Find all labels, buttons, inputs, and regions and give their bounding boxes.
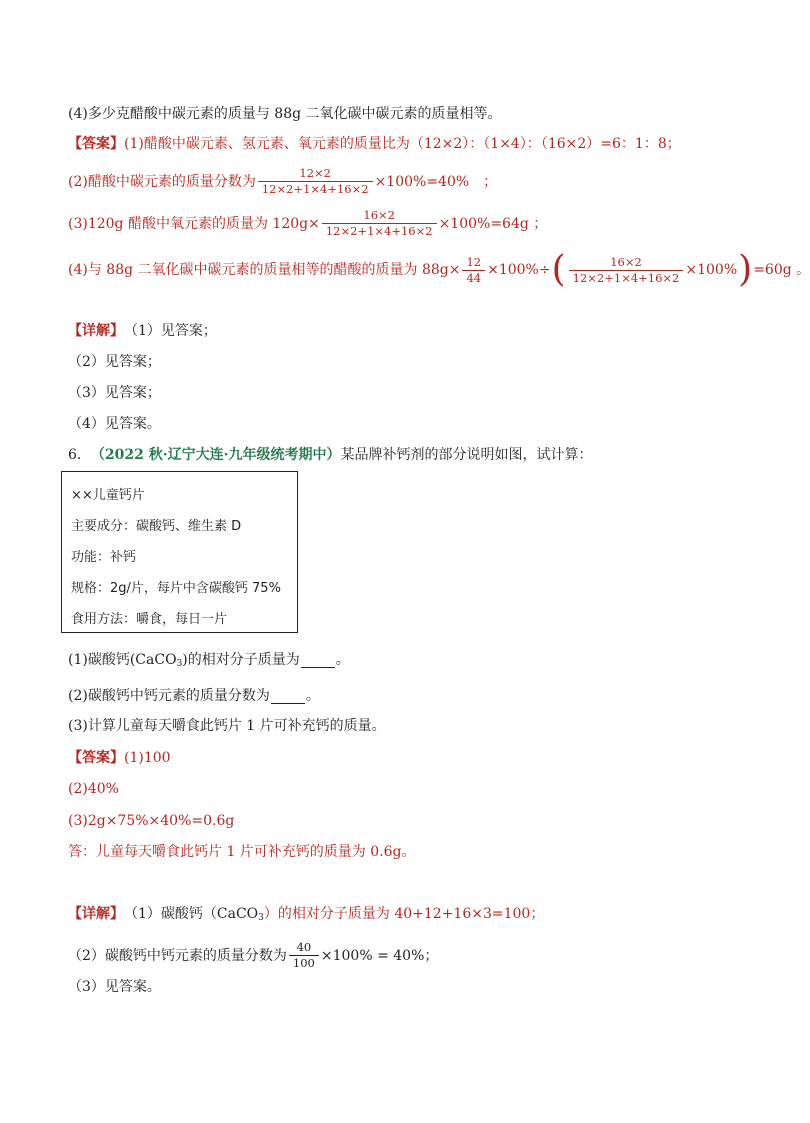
q5-answer-1: 【答案】 (1)醋酸中碳元素、氢元素、氧元素的质量比为（12×2）：（1×4）：（16×2）=6：1：8； xyxy=(68,136,681,152)
answer-tag: 【答案】 xyxy=(68,136,124,152)
label-specification: 规格：2g/片，每片中含碳酸钙 75% xyxy=(71,581,281,596)
supplement-label-box xyxy=(61,471,298,633)
q6-part3: (3)计算儿童每天嚼食此钙片 1 片可补充钙的质量。 xyxy=(68,718,386,734)
answer-blank[interactable] xyxy=(301,653,335,668)
q6-part2: (2)碳酸钙中钙元素的质量分数为 。 xyxy=(68,688,320,704)
q5-answer-4: (4)与 88g 二氧化碳中碳元素的质量相等的醋酸的质量为 88g× $\frac{12}{44}$ ×100%÷ ( $\frac{16\times 2}{12\times 2+1\times 4+16\times 2}$ ×100% ) =60g 。 xyxy=(68,249,810,290)
answer-blank[interactable] xyxy=(271,689,305,704)
right-paren: ) xyxy=(738,249,753,290)
q6-answer-2: (2)40% xyxy=(68,781,119,797)
label-usage: 食用方法：嚼食，每日一片 xyxy=(71,612,228,627)
q6-detail-1: 【详解】 （1）碳酸钙（CaCO 3 ）的相对分子质量为 40+12+16×3=100； xyxy=(68,906,545,923)
label-function: 功能：补钙 xyxy=(71,550,137,565)
q5-detail-1: 【详解】 （1）见答案； xyxy=(68,323,217,339)
fraction: $\frac{12\times 2}{12\times 2+1\times 4+16\times 2}$ xyxy=(258,166,373,197)
q5-detail-3: （3）见答案； xyxy=(68,385,161,401)
left-paren: ( xyxy=(551,249,566,290)
q5-part4: (4)多少克醋酸中碳元素的质量与 88g 二氧化碳中碳元素的质量相等。 xyxy=(68,106,502,122)
q5-detail-4: （4）见答案。 xyxy=(68,416,161,432)
fraction: $\frac{16\times 2}{12\times 2+1\times 4+16\times 2}$ xyxy=(569,255,684,286)
detail-tag: 【详解】 xyxy=(68,323,124,339)
q6-heading: 6． （2022 秋·辽宁大连·九年级统考期中） 某品牌补钙剂的部分说明如图，试计算： xyxy=(68,447,593,463)
q6-detail-3: （3）见答案。 xyxy=(68,979,161,995)
fraction: $\frac{40}{100}$ xyxy=(289,940,319,971)
label-ingredients: 主要成分：碳酸钙、维生素 D xyxy=(71,519,242,534)
q6-detail-2: （2）碳酸钙中钙元素的质量分数为 $\frac{40}{100}$ ×100% = 40%； xyxy=(68,940,439,970)
detail-tag: 【详解】 xyxy=(68,906,124,922)
question-source: （2022 秋·辽宁大连·九年级统考期中） xyxy=(90,447,341,463)
label-product-name: ××儿童钙片 xyxy=(71,488,145,503)
answer-tag: 【答案】 xyxy=(68,750,124,766)
fraction: $\frac{12}{44}$ xyxy=(462,255,485,286)
q5-detail-2: （2）见答案； xyxy=(68,354,161,370)
q6-answer-3: (3)2g×75%×40%=0.6g xyxy=(68,813,235,829)
q5-answer-2: (2)醋酸中碳元素的质量分数为 $\frac{12\times 2}{12\times 2+1\times 4+16\times 2}$ ×100%=40% ； xyxy=(68,166,498,196)
q6-answer-conclusion: 答：儿童每天嚼食此钙片 1 片可补充钙的质量为 0.6g。 xyxy=(68,844,416,860)
q5-answer-3: (3)120g 醋酸中氧元素的质量为 120g× $\frac{16\times 2}{12\times 2+1\times 4+16\times 2}$ ×100%=64g ； xyxy=(68,208,548,238)
fraction: $\frac{16\times 2}{12\times 2+1\times 4+16\times 2}$ xyxy=(322,208,437,239)
q6-answer-1: 【答案】 (1)100 xyxy=(68,750,171,766)
q6-part1: (1)碳酸钙 (CaCO 3 ) 的相对分子质量为 。 xyxy=(68,652,350,669)
